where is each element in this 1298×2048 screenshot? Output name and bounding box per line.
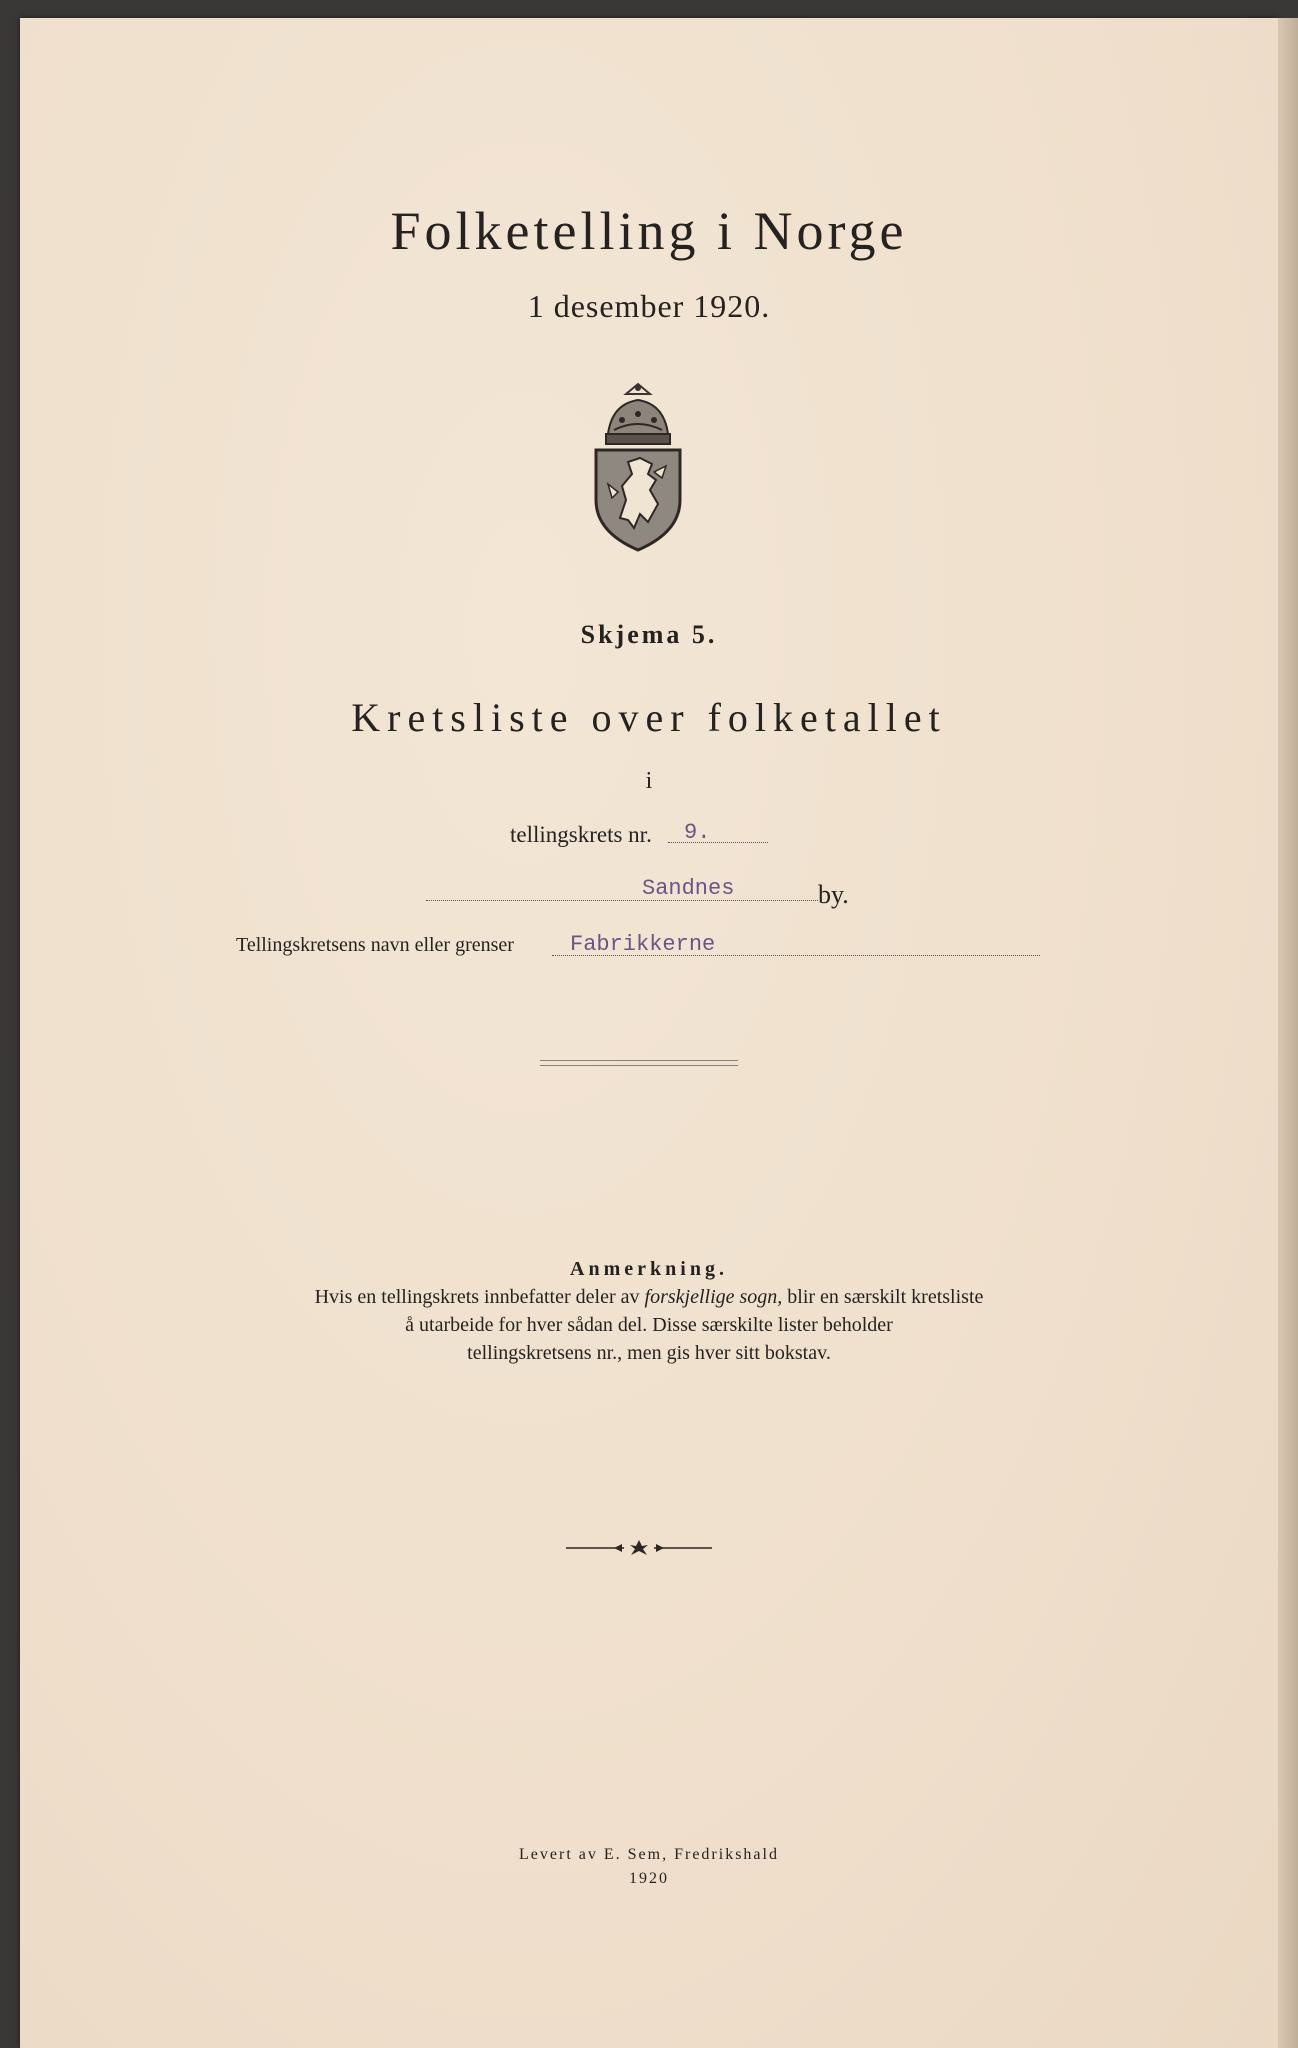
note-line-1-text: Hvis en tellingskrets innbefatter deler av	[314, 1286, 645, 1308]
note-line-1-emphasis: forskjellige sogn,	[644, 1286, 783, 1308]
document-date: 1 desember 1920.	[527, 288, 771, 324]
norway-coat-of-arms-icon	[592, 382, 684, 552]
note-title: Anmerkning.	[570, 1258, 728, 1280]
city-suffix: by.	[818, 880, 849, 909]
document-title: Folketelling i Norge	[390, 201, 908, 261]
section-divider	[540, 1060, 738, 1066]
note-line-2: å utarbeide for hver sådan del. Disse særskilte lister beholder	[405, 1314, 893, 1336]
printer-credit: Levert av E. Sem, Fredrikshald	[519, 1846, 779, 1863]
grenser-label: Tellingskretsens navn eller grenser	[236, 934, 514, 956]
connector-word: i	[645, 768, 653, 794]
krets-number-field[interactable]: 9.	[684, 820, 711, 845]
note-line-1	[0, 1286, 1298, 1309]
krets-dotline	[668, 842, 768, 843]
grenser-field[interactable]: Fabrikkerne	[570, 932, 716, 957]
document-subtitle: Kretsliste over folketallet	[351, 695, 947, 740]
city-dotline	[426, 900, 818, 901]
printer-year: 1920	[629, 1870, 669, 1887]
schema-label: Skjema 5.	[580, 620, 718, 649]
krets-label: tellingskrets nr.	[510, 822, 652, 847]
city-field[interactable]: Sandnes	[642, 876, 735, 901]
note-line-1-text-end: blir en særskilt kretsliste	[782, 1286, 984, 1308]
ornament-icon	[564, 1538, 714, 1558]
note-line-3: tellingskretsens nr., men gis hver sitt bokstav.	[467, 1342, 831, 1364]
